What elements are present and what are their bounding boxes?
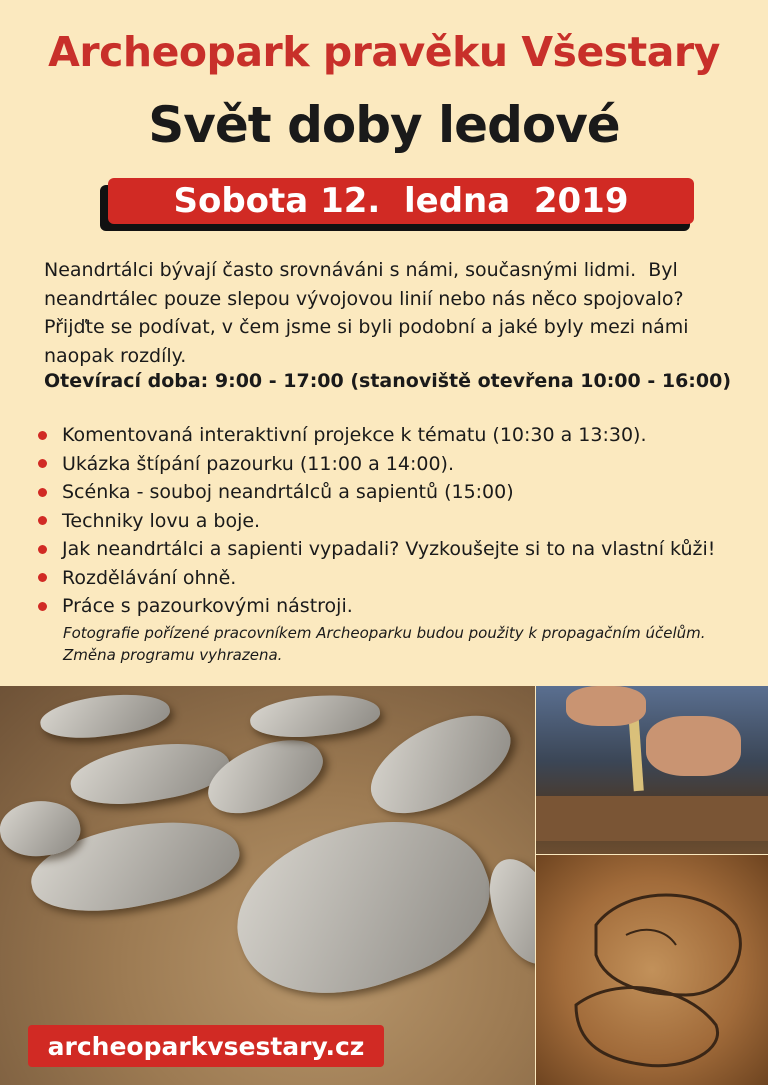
website-url[interactable]: archeoparkvsestary.cz (47, 1031, 365, 1061)
opening-hours: Otevírací doba: 9:00 - 17:00 (stanoviště otevřena 10:00 - 16:00) (44, 370, 732, 392)
cave-painting-photo (536, 855, 768, 1085)
program-item-text: Jak neandrtálci a sapienti vypadali? Vyzkoušejte si to na vlastní kůži! (62, 538, 716, 560)
flint-blade (356, 694, 523, 834)
list-item (38, 421, 758, 450)
cave-painting-icon (536, 855, 768, 1085)
intro-paragraph (44, 256, 744, 370)
program-item-text: Scénka - souboj neandrtálců a sapientů (15:00) (62, 481, 514, 503)
flint-blade (248, 689, 381, 742)
program-item-text: Práce s pazourkovými nástroji. (62, 595, 353, 617)
flint-blade (66, 733, 233, 815)
bullet-icon (38, 516, 47, 525)
flint-blade (38, 687, 172, 745)
note-line: Fotografie pořízené pracovníkem Archeoparku budou použity k propagačním účelům. (63, 624, 706, 642)
venue-title: Archeopark pravěku Všestary (48, 28, 720, 76)
fire-drilling-photo (536, 686, 768, 854)
program-item-text: Techniky lovu a boje. (62, 509, 261, 532)
wood-plank (536, 796, 768, 841)
program-item-text: Ukázka štípání pazourku (11:00 a 14:00). (62, 452, 454, 475)
intro-line: naopak rozdíly. (44, 344, 187, 367)
intro-line: Neandrtálci bývají často srovnáváni s námi, současnými lidmi. Byl (44, 259, 678, 281)
list-item (38, 564, 758, 593)
flint-blade (478, 849, 535, 973)
list-item (38, 507, 758, 536)
list-item (38, 450, 758, 479)
intro-line: Přijďte se podívat, v čem jsme si byli podobní a jaké byly mezi námi (44, 316, 689, 338)
hand (646, 716, 741, 776)
intro-line: neandrtálec pouze slepou vývojovou linií nebo nás něco spojovalo? (44, 287, 684, 310)
note-line: Změna programu vyhrazena. (63, 646, 283, 664)
event-date: Sobota 12. ledna 2019 (173, 181, 629, 221)
hand (566, 686, 646, 726)
event-title: Svět doby ledové (148, 96, 620, 154)
program-item-text: Rozdělávání ohně. (62, 566, 237, 589)
list-item (38, 478, 758, 507)
list-item (38, 592, 758, 621)
flint-blade (215, 787, 509, 1025)
website-link[interactable] (28, 1025, 384, 1067)
bullet-icon (38, 545, 47, 554)
disclaimer-note (63, 622, 753, 666)
bullet-icon (38, 459, 47, 468)
date-banner (108, 178, 694, 224)
bullet-icon (38, 602, 47, 611)
program-item-text: Komentovaná interaktivní projekce k tématu (10:30 a 13:30). (62, 424, 647, 446)
bullet-icon (38, 573, 47, 582)
flint-blade (198, 723, 332, 828)
bullet-icon (38, 431, 47, 440)
bullet-icon (38, 488, 47, 497)
program-list (38, 421, 758, 621)
list-item (38, 535, 758, 564)
